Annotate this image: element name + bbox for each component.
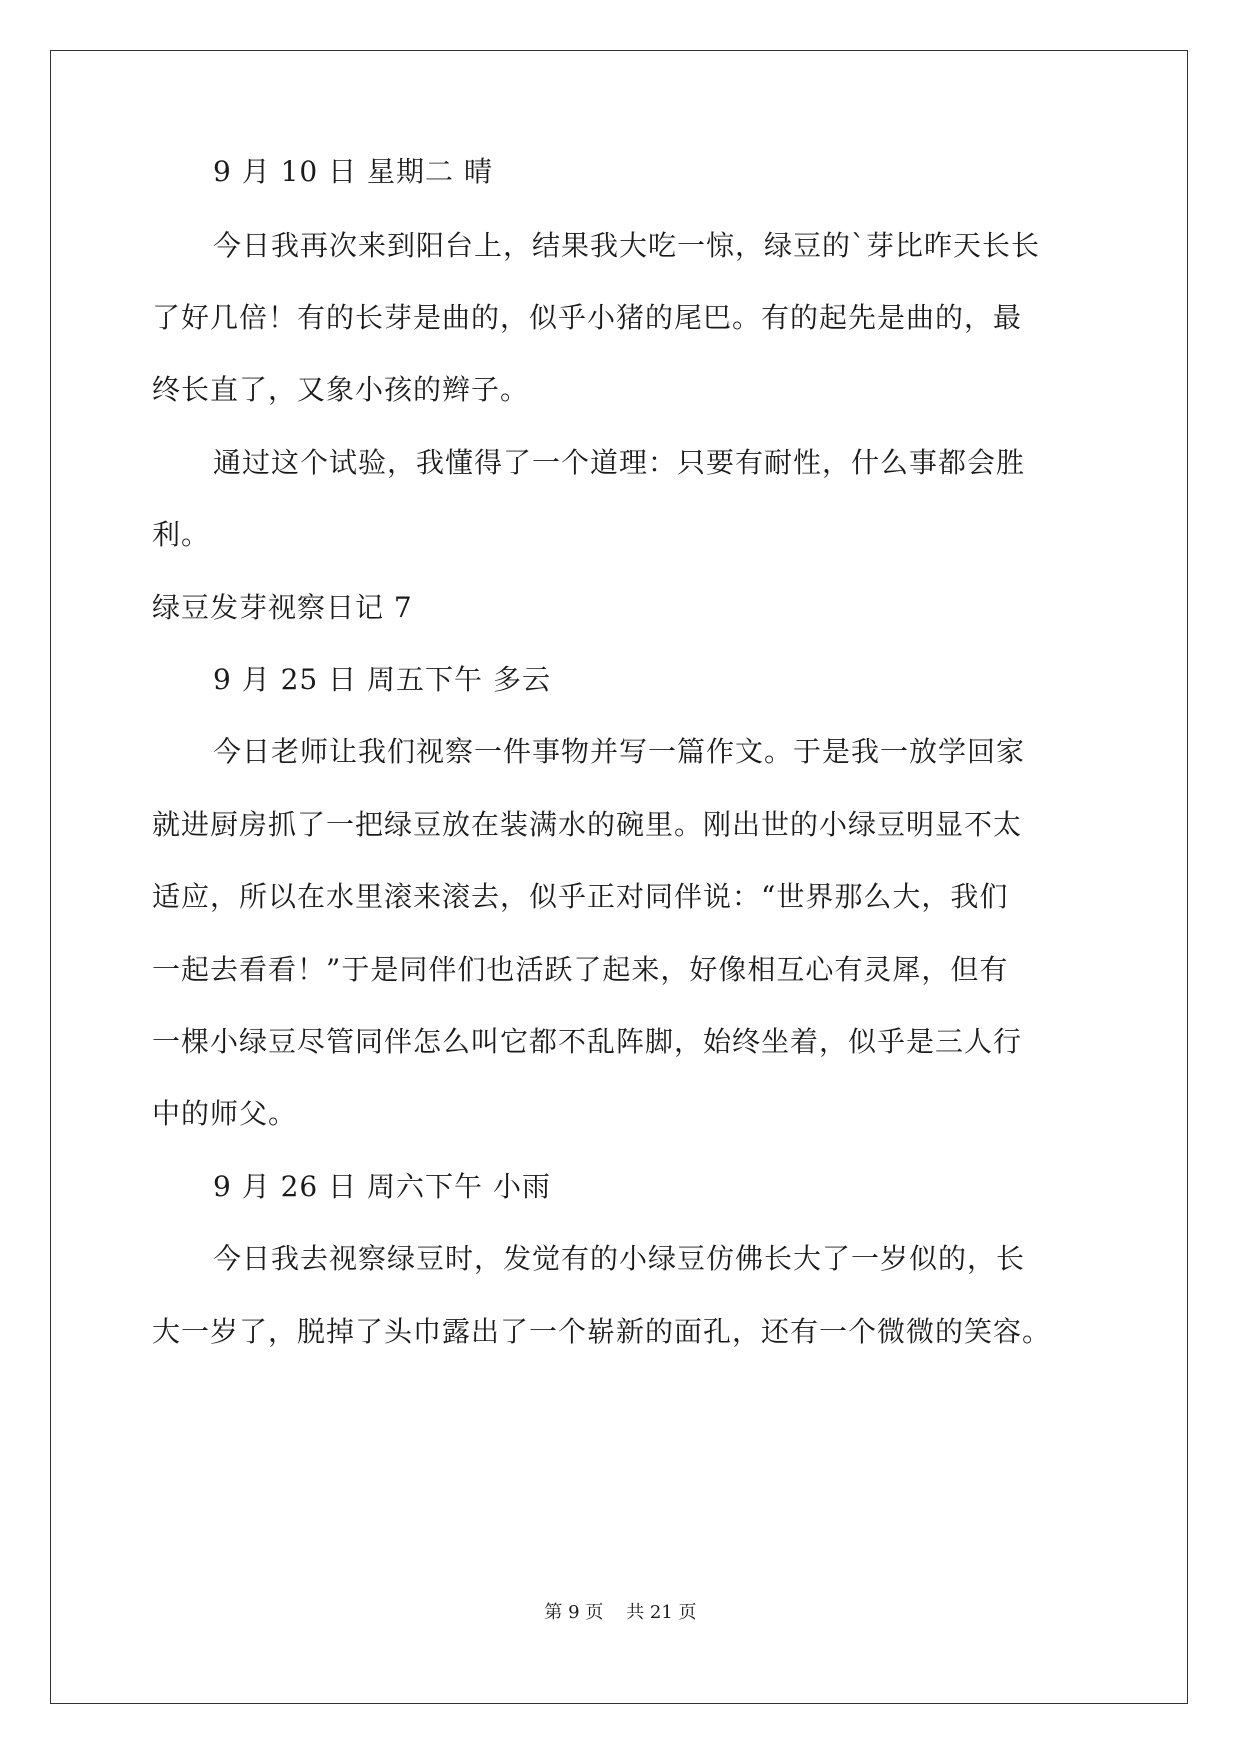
paragraph-line: 适应，所以在水里滚来滚去，似乎正对同伴说：“世界那么大，我们: [152, 880, 1009, 913]
paragraph-line: 今日我再次来到阳台上，结果我大吃一惊，绿豆的`芽比昨天长长: [213, 229, 1041, 262]
paragraph-line: 通过这个试验，我懂得了一个道理：只要有耐性，什么事都会胜: [213, 446, 1026, 479]
date-line-sep-25: 9 月 25 日 周五下午 多云: [213, 663, 551, 696]
section-heading: 绿豆发芽视察日记 7: [152, 591, 413, 624]
paragraph-line: 利。: [152, 518, 211, 551]
paragraph-line: 一起去看看！”于是同伴们也活跃了起来，好像相互心有灵犀，但有: [152, 953, 1009, 986]
paragraph-line: 终长直了，又象小孩的辫子。: [152, 373, 530, 406]
paragraph-line: 一棵小绿豆尽管同伴怎么叫它都不乱阵脚，始终坐着，似乎是三人行: [152, 1025, 1023, 1058]
paragraph-line: 了好几倍！有的长芽是曲的，似乎小猪的尾巴。有的起先是曲的，最: [152, 301, 1023, 334]
date-line-sep-10: 9 月 10 日 星期二 晴: [213, 155, 493, 188]
page-border: [50, 50, 1188, 1704]
paragraph-line: 大一岁了，脱掉了头巾露出了一个崭新的面孔，还有一个微微的笑容。: [152, 1315, 1052, 1348]
paragraph-line: 今日我去视察绿豆时，发觉有的小绿豆仿佛长大了一岁似的，长: [213, 1242, 1026, 1275]
paragraph-line: 今日老师让我们视察一件事物并写一篇作文。于是我一放学回家: [213, 735, 1026, 768]
date-line-sep-26: 9 月 26 日 周六下午 小雨: [213, 1170, 551, 1203]
paragraph-line: 中的师父。: [152, 1097, 298, 1130]
paragraph-line: 就进厨房抓了一把绿豆放在装满水的碗里。刚出世的小绿豆明显不太: [152, 808, 1023, 841]
page-number-footer: 第 9 页 共 21 页: [544, 1602, 697, 1623]
